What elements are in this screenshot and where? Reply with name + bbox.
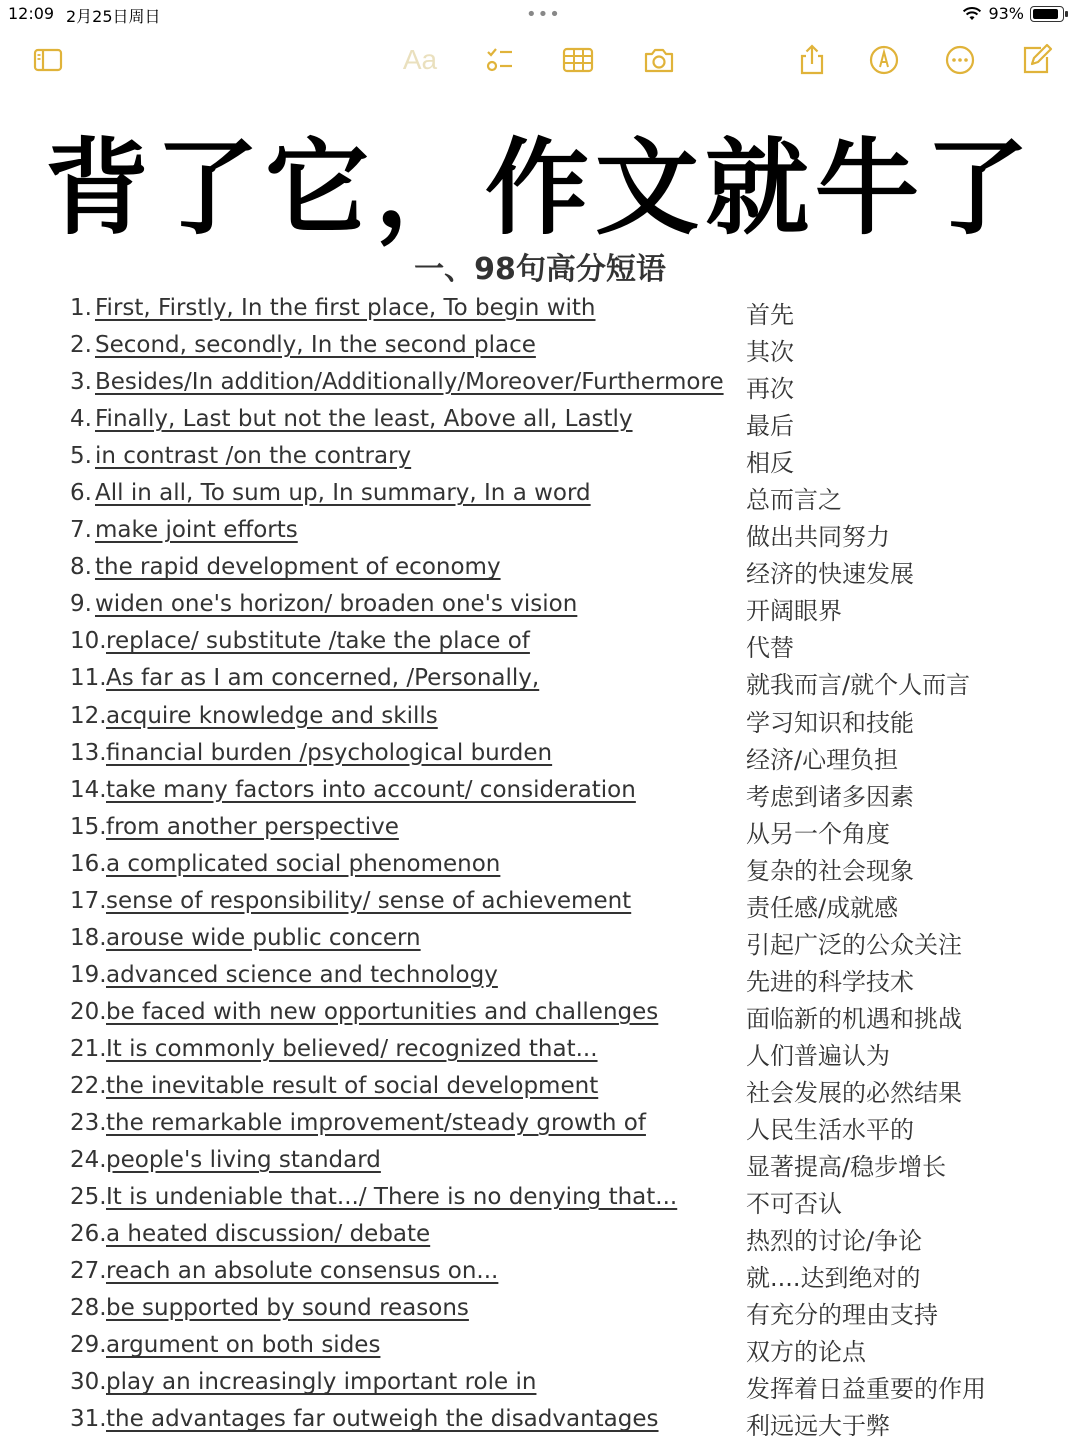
phrase-number: 27. (70, 1258, 107, 1285)
phrase-row (0, 1404, 1080, 1441)
phrase-english[interactable]: in contrast /on the contrary (95, 443, 412, 470)
note-subtitle: 一、98句高分短语 (414, 252, 666, 287)
phrase-number: 25. (70, 1184, 107, 1211)
phrase-row (0, 886, 1080, 923)
phrase-english[interactable]: be faced with new opportunities and challenges (106, 998, 659, 1025)
phrase-row (0, 960, 1080, 997)
phrase-english[interactable]: argument on both sides (106, 1332, 381, 1359)
phrase-number: 22. (70, 1072, 107, 1099)
battery-percent: 93% (988, 4, 1024, 23)
phrase-row (0, 849, 1080, 886)
phrase-number: 5. (70, 443, 92, 470)
phrase-chinese: 先进的科学技术 (746, 967, 914, 996)
phrase-english[interactable]: acquire knowledge and skills (106, 702, 438, 729)
phrase-english[interactable]: advanced science and technology (106, 961, 498, 988)
phrase-number: 14. (70, 776, 107, 803)
phrase-chinese: 面临新的机遇和挑战 (746, 1004, 962, 1033)
phrase-number: 2. (70, 332, 92, 359)
phrase-number: 21. (70, 1035, 107, 1062)
phrase-chinese: 经济/心理负担 (746, 745, 899, 774)
phrase-row (0, 1145, 1080, 1182)
phrase-row (0, 626, 1080, 663)
phrase-chinese: 热烈的讨论/争论 (746, 1227, 923, 1256)
phrase-english[interactable]: Second, secondly, In the second place (95, 332, 536, 359)
phrase-number: 12. (70, 702, 107, 729)
phrase-number: 8. (70, 554, 92, 581)
phrase-row (0, 997, 1080, 1034)
phrase-row (0, 1367, 1080, 1404)
phrase-english[interactable]: people's living standard (106, 1147, 381, 1174)
phrase-number: 18. (70, 924, 107, 951)
phrase-english[interactable]: a complicated social phenomenon (106, 850, 501, 877)
phrase-row (0, 1034, 1080, 1071)
phrase-row (0, 663, 1080, 700)
phrase-row (0, 515, 1080, 552)
phrase-number: 10. (70, 628, 107, 655)
phrase-row (0, 552, 1080, 589)
phrase-row (0, 812, 1080, 849)
phrase-english[interactable]: from another perspective (106, 813, 399, 840)
phrase-number: 29. (70, 1332, 107, 1359)
status-date: 2月25日周日 (66, 7, 161, 26)
phrase-row (0, 701, 1080, 738)
phrase-chinese: 从另一个角度 (746, 819, 890, 848)
phrase-chinese: 总而言之 (746, 486, 842, 515)
phrase-row (0, 293, 1080, 330)
checklist-icon[interactable] (477, 38, 521, 82)
phrase-number: 26. (70, 1221, 107, 1248)
phrase-number: 9. (70, 591, 92, 618)
phrase-english[interactable]: It is commonly believed/ recognized that... (106, 1035, 598, 1062)
phrase-english[interactable]: be supported by sound reasons (106, 1295, 469, 1322)
phrase-chinese: 人民生活水平的 (746, 1116, 914, 1145)
phrase-english[interactable]: make joint efforts (95, 517, 298, 544)
phrase-english[interactable]: financial burden /psychological burden (106, 739, 553, 766)
phrase-chinese: 责任感/成就感 (746, 893, 899, 922)
phrase-chinese: 就....达到绝对的 (746, 1264, 921, 1293)
note-title: 背了它，作文就牛了 (44, 127, 1035, 249)
phrase-chinese: 相反 (746, 449, 794, 478)
phrase-chinese: 利远远大于弊 (746, 1412, 890, 1441)
phrase-number: 1. (70, 295, 92, 321)
phrase-number: 7. (70, 517, 92, 544)
phrase-chinese: 显著提高/稳步增长 (746, 1153, 947, 1182)
phrase-chinese: 首先 (746, 301, 794, 329)
phrase-chinese: 人们普遍认为 (746, 1041, 890, 1070)
markup-pen-icon[interactable] (862, 38, 906, 82)
phrase-chinese: 有充分的理由支持 (746, 1301, 938, 1330)
phrase-row (0, 404, 1080, 441)
phrase-english[interactable]: take many factors into account/ consideration (106, 776, 636, 803)
phrase-chinese: 代替 (746, 634, 794, 663)
phrase-row (0, 1071, 1080, 1108)
phrase-number: 11. (70, 665, 107, 692)
phrase-chinese: 发挥着日益重要的作用 (746, 1375, 986, 1404)
phrase-row (0, 1330, 1080, 1367)
phrase-row (0, 738, 1080, 775)
phrase-english[interactable]: the rapid development of economy (95, 554, 501, 581)
phrase-number: 13. (70, 739, 107, 766)
status-bar (0, 0, 1080, 28)
wifi-icon (962, 6, 982, 22)
phrase-number: 16. (70, 850, 107, 877)
phrase-chinese: 最后 (746, 412, 794, 441)
phrase-row (0, 1182, 1080, 1219)
phrase-number: 31. (70, 1406, 107, 1433)
phrase-chinese: 考虑到诸多因素 (746, 782, 914, 811)
phrase-english[interactable]: reach an absolute consensus on... (106, 1258, 499, 1285)
phrase-number: 3. (70, 369, 92, 396)
notes-toolbar (0, 38, 1080, 86)
phrase-english[interactable]: the advantages far outweigh the disadvantages (106, 1406, 659, 1433)
multitasking-dots-icon[interactable]: ••• (526, 4, 561, 25)
phrase-list (0, 293, 1080, 1441)
phrase-english[interactable]: Finally, Last but not the least, Above all, Lastly (95, 406, 633, 433)
phrase-number: 4. (70, 406, 92, 433)
phrase-row (0, 1256, 1080, 1293)
sidebar-icon[interactable] (26, 38, 70, 82)
phrase-number: 28. (70, 1295, 107, 1322)
phrase-number: 17. (70, 887, 107, 914)
phrase-chinese: 其次 (746, 338, 794, 367)
phrase-chinese: 再次 (746, 375, 794, 404)
phrase-english[interactable]: replace/ substitute /take the place of (106, 628, 530, 655)
phrase-chinese: 复杂的社会现象 (746, 856, 914, 885)
phrase-row (0, 775, 1080, 812)
phrase-english[interactable]: a heated discussion/ debate (106, 1221, 431, 1248)
phrase-row (0, 923, 1080, 960)
format-button[interactable]: Aa (402, 44, 438, 75)
phrase-row (0, 367, 1080, 404)
phrase-number: 6. (70, 480, 92, 507)
camera-icon[interactable] (637, 38, 681, 82)
phrase-chinese: 不可否认 (746, 1190, 842, 1219)
phrase-number: 24. (70, 1147, 107, 1174)
phrase-english[interactable]: the remarkable improvement/steady growth of (106, 1110, 646, 1137)
status-right (962, 4, 1064, 23)
phrase-number: 19. (70, 961, 107, 988)
phrase-row (0, 1293, 1080, 1330)
phrase-chinese: 开阔眼界 (746, 597, 842, 626)
phrase-english[interactable]: widen one's horizon/ broaden one's vision (95, 591, 578, 618)
phrase-chinese: 社会发展的必然结果 (746, 1078, 962, 1107)
phrase-english[interactable]: It is undeniable that.../ There is no denying that... (106, 1184, 678, 1211)
battery-icon (1030, 6, 1064, 22)
phrase-row (0, 589, 1080, 626)
phrase-english[interactable]: Besides/In addition/Additionally/Moreover/Furthermore (95, 369, 724, 396)
phrase-number: 20. (70, 998, 107, 1025)
phrase-number: 30. (70, 1369, 107, 1396)
phrase-english[interactable]: All in all, To sum up, In summary, In a word (95, 480, 591, 507)
phrase-chinese: 双方的论点 (746, 1338, 866, 1367)
phrase-row (0, 1219, 1080, 1256)
phrase-english[interactable]: play an increasingly important role in (106, 1369, 537, 1396)
phrase-row (0, 330, 1080, 367)
phrase-english[interactable]: First, Firstly, In the first place, To begin with (95, 295, 596, 321)
phrase-chinese: 学习知识和技能 (746, 708, 914, 737)
phrase-english[interactable]: arouse wide public concern (106, 924, 421, 951)
compose-icon[interactable] (1014, 38, 1058, 82)
share-icon[interactable] (790, 38, 834, 82)
phrase-row (0, 441, 1080, 478)
phrase-number: 23. (70, 1110, 107, 1137)
more-icon[interactable] (938, 38, 982, 82)
phrase-row (0, 1108, 1080, 1145)
table-icon[interactable] (556, 38, 600, 82)
phrase-english[interactable]: sense of responsibility/ sense of achievement (106, 887, 632, 914)
phrase-chinese: 引起广泛的公众关注 (746, 930, 962, 959)
status-time: 12:09 (8, 4, 55, 23)
phrase-row (0, 478, 1080, 515)
phrase-english[interactable]: the inevitable result of social development (106, 1072, 599, 1099)
phrase-chinese: 做出共同努力 (746, 523, 890, 552)
phrase-chinese: 就我而言/就个人而言 (746, 671, 971, 700)
phrase-english[interactable]: As far as I am concerned, /Personally, (106, 665, 540, 692)
phrase-number: 15. (70, 813, 107, 840)
phrase-chinese: 经济的快速发展 (746, 560, 914, 589)
